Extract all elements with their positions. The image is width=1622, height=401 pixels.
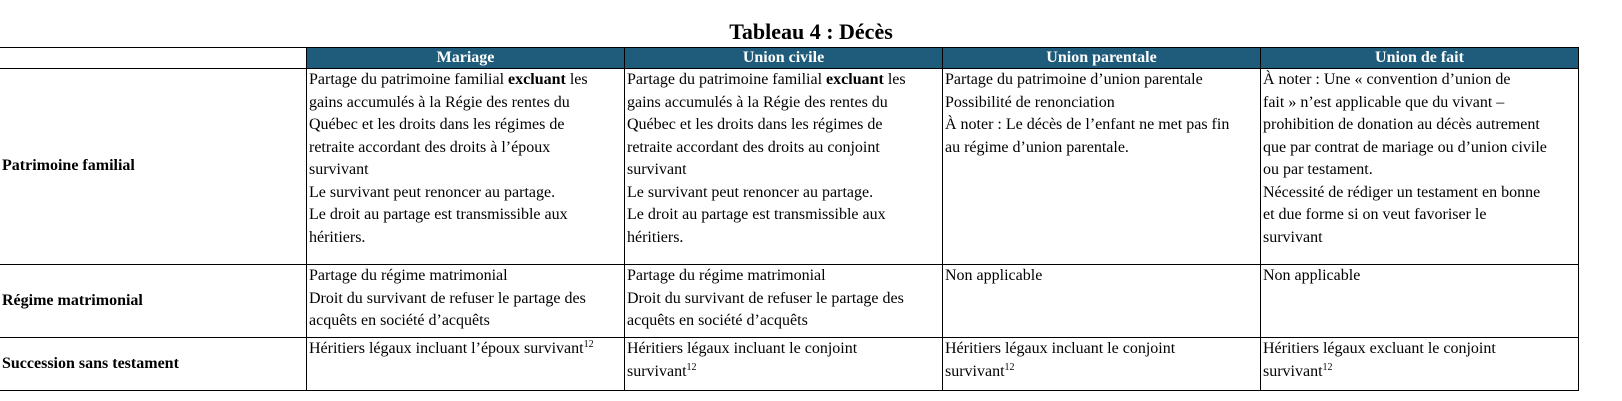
cell-text-line [309, 265, 622, 288]
cell-text-line [309, 69, 622, 92]
cell-text-line [945, 114, 1258, 137]
text-run: Héritiers légaux incluant le conjoint [945, 340, 1176, 357]
cell-text-line [309, 137, 622, 160]
cell-text-line [627, 265, 940, 288]
text-run: Partage du patrimoine familial [627, 71, 827, 88]
table-title: Tableau 4 : Décès [729, 19, 893, 44]
row-header-patrimoine-familial: Patrimoine familial [0, 69, 307, 265]
text-run: Héritiers légaux incluant le conjoint [627, 340, 858, 357]
text-run: Non applicable [945, 267, 1043, 284]
text-run: Le survivant peut renoncer au partage. [627, 183, 874, 201]
text-run: Québec et les droits dans les régimes de [627, 116, 883, 133]
table-cell [943, 69, 1261, 265]
table-row [0, 69, 1579, 265]
text-run: Droit du survivant de refuser le partage des [627, 289, 904, 307]
header-corner-cell [0, 48, 307, 69]
text-run: Le survivant peut renoncer au partage. [309, 183, 556, 201]
cell-text-line [945, 338, 1258, 361]
emphasis-text: excluant [508, 71, 566, 88]
text-run: Nécessité de rédiger un testament en bonne [1263, 183, 1541, 201]
footnote-ref: 12 [1322, 361, 1333, 373]
cell-text-line [309, 227, 622, 250]
cell-text-line [1263, 159, 1576, 182]
cell-text-line [627, 69, 940, 92]
table-cell [625, 265, 943, 338]
text-run: Non applicable [1263, 267, 1361, 284]
text-run: gains accumulés à la Régie des rentes du [309, 93, 570, 111]
table-cell [1261, 265, 1579, 338]
text-run: acquêts en société d’acquêts [309, 312, 490, 329]
cell-text-line [309, 114, 622, 137]
text-run: Droit du survivant de refuser le partage des [309, 289, 586, 307]
cell-text-line [1263, 114, 1576, 137]
text-run: au régime d’union parentale. [945, 138, 1129, 156]
text-run: Québec et les droits dans les régimes de [309, 116, 565, 133]
footnote-ref: 12 [686, 361, 697, 373]
text-run: retraite accordant des droits à l’époux [309, 138, 551, 156]
column-header-union-parentale: Union parentale [943, 48, 1261, 69]
text-run: héritiers. [309, 228, 366, 246]
cell-text-line [945, 265, 1258, 288]
text-run: survivant [1263, 362, 1323, 380]
cell-text-line [309, 204, 622, 227]
footnote-ref: 12 [583, 339, 594, 350]
table-cell [943, 338, 1261, 391]
cell-text-line [627, 310, 940, 333]
text-run: Héritiers légaux excluant le conjoint [1263, 340, 1496, 357]
text-run: survivant [627, 161, 687, 178]
table-cell [307, 69, 625, 265]
cell-text-line [309, 182, 622, 205]
text-run: les [883, 71, 906, 88]
cell-text-line [945, 92, 1258, 115]
cell-text-line [309, 92, 622, 115]
table-cell [1261, 69, 1579, 265]
cell-text-line [1263, 69, 1576, 92]
row-header-succession-sans-testament: Succession sans testament [0, 338, 307, 391]
cell-text-line [1263, 265, 1576, 288]
cell-text-line [1263, 182, 1576, 205]
row-header-regime-matrimonial: Régime matrimonial [0, 265, 307, 338]
text-run: acquêts en société d’acquêts [627, 312, 808, 329]
text-run: et due forme si on veut favoriser le [1263, 206, 1487, 223]
text-run: héritiers. [627, 228, 684, 246]
text-run: ou par testament. [1263, 161, 1373, 178]
table-row [0, 338, 1579, 391]
cell-text-line [1263, 338, 1576, 361]
cell-text-line [309, 310, 622, 333]
emphasis-text: excluant [826, 71, 884, 88]
column-header-mariage: Mariage [307, 48, 625, 69]
text-run: Partage du régime matrimonial [309, 267, 508, 284]
text-run: À noter : Le décès de l’enfant ne met pas fin [945, 116, 1230, 133]
text-run: Partage du patrimoine familial [309, 71, 509, 88]
table-cell [943, 265, 1261, 338]
text-run: survivant [627, 362, 687, 380]
text-run: retraite accordant des droits au conjoint [627, 138, 880, 156]
cell-text-line [309, 288, 622, 311]
cell-text-line [627, 159, 940, 182]
cell-text-line [1263, 204, 1576, 227]
cell-text-line [627, 361, 940, 384]
cell-text-line [309, 338, 622, 361]
header-row [0, 48, 1579, 69]
text-run: Possibilité de renonciation [945, 93, 1115, 111]
text-run: les [565, 71, 588, 88]
text-run: Partage du régime matrimonial [627, 267, 826, 284]
comparison-table [0, 47, 1579, 391]
cell-text-line [627, 182, 940, 205]
cell-text-line [627, 288, 940, 311]
cell-text-line [627, 227, 940, 250]
text-run: que par contrat de mariage ou d’union civile [1263, 138, 1547, 156]
cell-text-line [1263, 227, 1576, 250]
text-run: Le droit au partage est transmissible aux [309, 206, 568, 223]
cell-text-line [945, 361, 1258, 384]
text-run: fait » n’est applicable que du vivant – [1263, 93, 1505, 111]
table-cell [1261, 338, 1579, 391]
text-run: Partage du patrimoine d’union parentale [945, 71, 1203, 88]
text-run: survivant [1263, 228, 1323, 246]
text-run: Le droit au partage est transmissible aux [627, 206, 886, 223]
text-run: prohibition de donation au décès autrement [1263, 116, 1540, 133]
table-cell [625, 338, 943, 391]
cell-text-line [627, 338, 940, 361]
column-header-union-de-fait: Union de fait [1261, 48, 1579, 69]
cell-text-line [309, 159, 622, 182]
text-run: gains accumulés à la Régie des rentes du [627, 93, 888, 111]
column-header-union-civile: Union civile [625, 48, 943, 69]
cell-text-line [1263, 361, 1576, 384]
cell-text-line [945, 137, 1258, 160]
footnote-ref: 12 [1004, 361, 1015, 373]
text-run: Héritiers légaux incluant l’époux survivant [309, 340, 584, 357]
text-run: survivant [309, 161, 369, 178]
text-run: À noter : Une « convention d’union de [1263, 71, 1511, 88]
cell-text-line [627, 92, 940, 115]
text-run: survivant [945, 362, 1005, 380]
table-cell [307, 338, 625, 391]
cell-text-line [627, 137, 940, 160]
cell-text-line [945, 69, 1258, 92]
cell-text-line [627, 204, 940, 227]
cell-text-line [1263, 137, 1576, 160]
table-cell [307, 265, 625, 338]
table-row [0, 265, 1579, 338]
table-cell [625, 69, 943, 265]
cell-text-line [627, 114, 940, 137]
cell-text-line [1263, 92, 1576, 115]
